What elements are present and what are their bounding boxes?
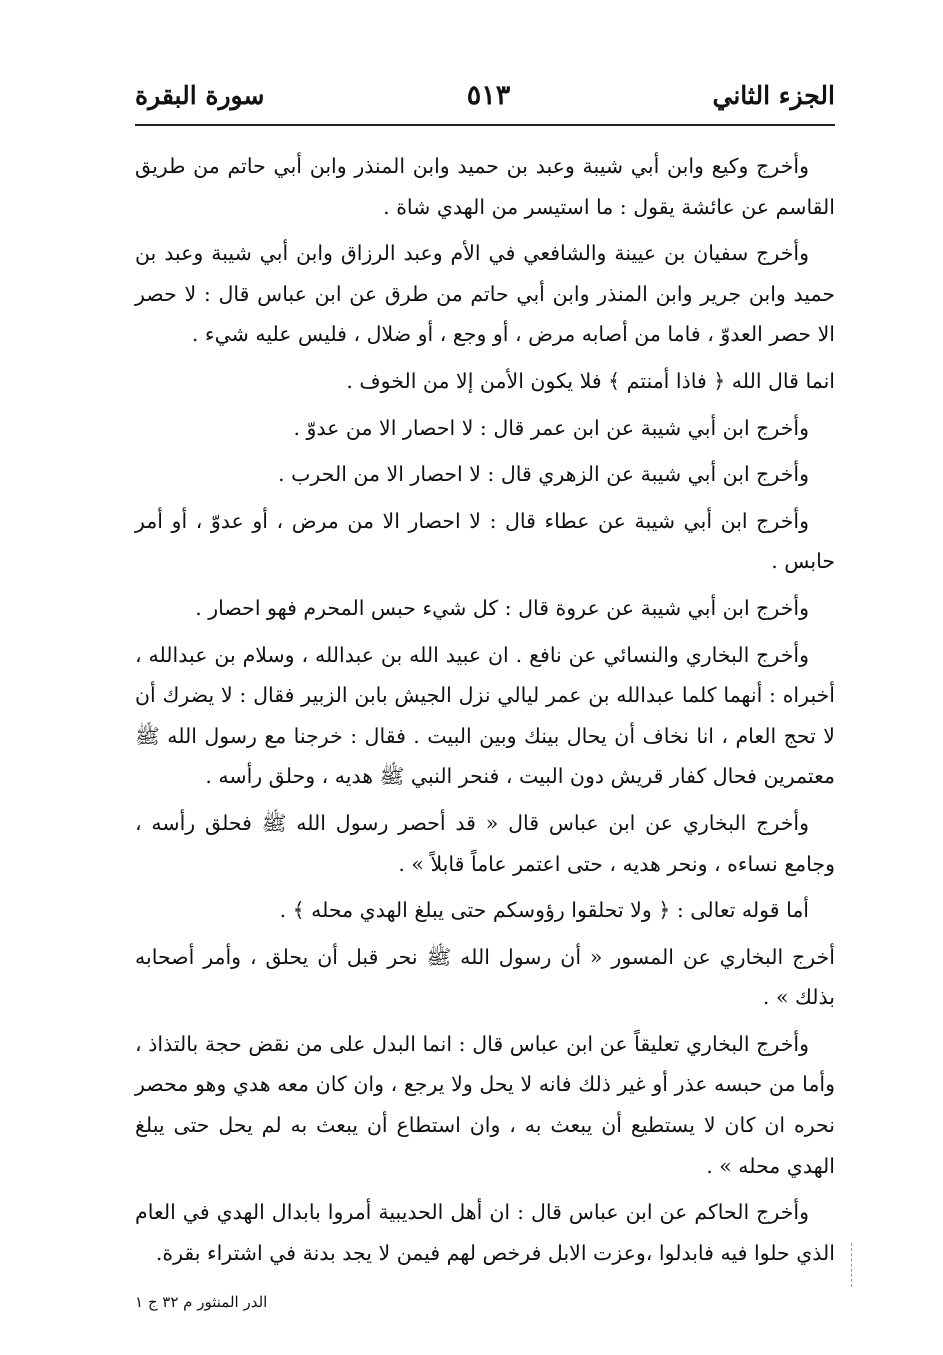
header-rule: [135, 124, 835, 126]
paragraph: وأخرج البخاري تعليقاً عن ابن عباس قال : انما البدل على من نقض حجة بالتذاذ ، وأما من حبسه عذر أو غير ذلك فانه لا يحل ولا يرجع ، وان كان معه هدي وهو محصر نحره ان كان لا يستطيع أن يبعث به ، وان استطاع أن يبعث به لم يحل حتى يبلغ الهدي محله » .: [135, 1031, 835, 1178]
paragraph: أخرج البخاري عن المسور « أن رسول الله ﷺ نحر قبل أن يحلق ، وأمر أصحابه بذلك » .: [135, 944, 835, 1010]
page-header: [135, 68, 835, 122]
paragraph: وأخرج وكيع وابن أبي شيبة وعبد بن حميد وابن المنذر وابن أبي حاتم من طريق القاسم عن عائشة يقول : ما استيسر من الهدي شاة .: [135, 154, 835, 219]
paragraph: وأخرج البخاري والنسائي عن نافع . ان عبيد الله بن عبدالله ، وسلام بن عبدالله ، أخبراه : أنهما كلما عبدالله بن عمر ليالي نزل الجيش بابن الزبير فقال : لا يضرك أن لا تحج العام ، انا نخاف أن يحال بينك وبين البيت . فقال : خرجنا مع رسول الله ﷺ معتمرين فحال كفار قريش دون البيت ، فنحر النبي ﷺ هديه ، وحلق رأسه .: [135, 642, 835, 789]
page-number: ٥١٣: [466, 79, 511, 111]
paragraph: انما قال الله ﴿ فاذا أمنتم ﴾ فلا يكون الأمن إلا من الخوف .: [346, 368, 835, 393]
margin-mark: [851, 1243, 852, 1287]
paragraph: وأخرج ابن أبي شيبة عن عروة قال : كل شيء حبس المحرم فهو احصار .: [195, 595, 809, 620]
paragraph: وأخرج الحاكم عن ابن عباس قال : ان أهل الحديبية أمروا بابدال الهدي في العام الذي حلوا فيه فابدلوا ،وعزت الابل فرخص لهم فيمن لا يجد بدنة في اشتراء بقرة.: [135, 1200, 835, 1265]
surah-title: سورة البقرة: [135, 80, 265, 110]
paragraph: وأخرج البخاري عن ابن عباس قال « قد أحصر رسول الله ﷺ فحلق رأسه ، وجامع نساءه ، ونحر هديه ، حتى اعتمر عاماً قابلاً » .: [135, 810, 835, 876]
paragraph: أما قوله تعالى : ﴿ ولا تحلقوا رؤوسكم حتى يبلغ الهدي محله ﴾ .: [279, 898, 809, 923]
page-footer: الدر المنثور م ٣٢ ج ١: [135, 1293, 268, 1311]
paragraph: وأخرج ابن أبي شيبة عن ابن عمر قال : لا احصار الا من عدوّ .: [293, 415, 809, 440]
paragraph: وأخرج ابن أبي شيبة عن عطاء قال : لا احصار الا من مرض ، أو عدوّ ، أو أمر حابس .: [135, 508, 835, 574]
part-title: الجزء الثاني: [712, 80, 835, 110]
page-body: [135, 146, 835, 1279]
paragraph: وأخرج سفيان بن عيينة والشافعي في الأم وعبد الرزاق وابن أبي شيبة وعبد بن حميد وابن جرير وابن المنذر وابن أبي حاتم من طرق عن ابن عباس قال : لا حصر الا حصر العدوّ ، فاما من أصابه مرض ، أو وجع ، أو ضلال ، فليس عليه شيء .: [135, 241, 835, 347]
paragraph: وأخرج ابن أبي شيبة عن الزهري قال : لا احصار الا من الحرب .: [278, 462, 809, 487]
